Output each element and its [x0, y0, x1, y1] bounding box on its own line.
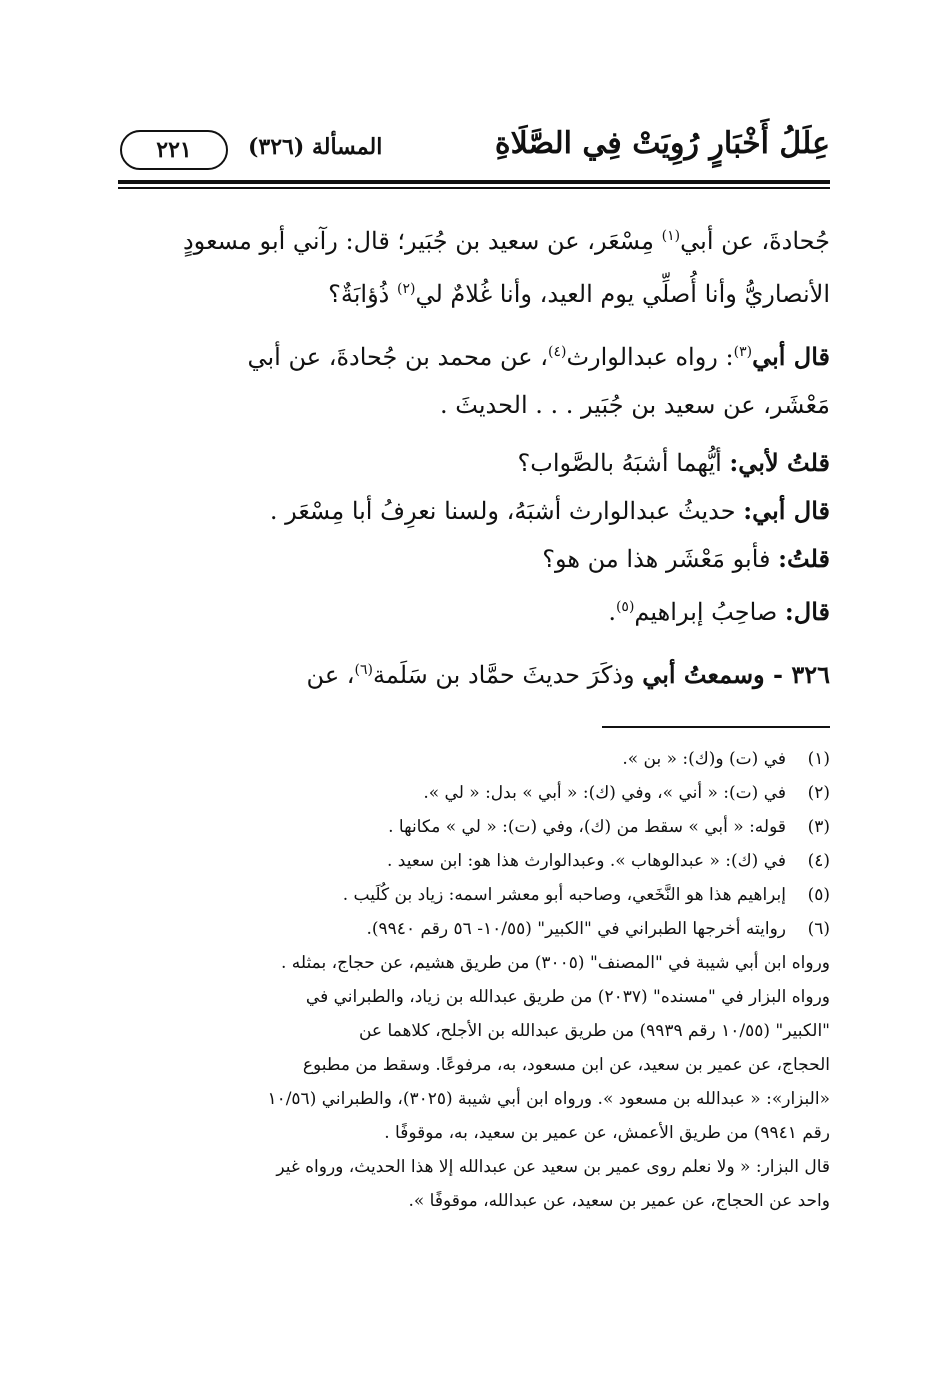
text-line: قلتُ لأبي: أيُّهما أشبَهُ بالصَّواب؟ — [517, 448, 830, 477]
footnote: (٦) روايته أخرجها الطبراني في "الكبير" (١٠/٥٥- ٥٦ رقم ٩٩٤٠). — [118, 912, 830, 946]
footnote-continuation: رقم ٩٩٤١) من طريق الأعمش، عن عمير بن سعيد، به، موقوفًا . — [384, 1123, 830, 1143]
footnote: (١) في (ت) و(ك): « بن ». — [118, 742, 830, 776]
footnote-number: (٤) — [807, 851, 830, 871]
page-number-badge: ٢٢١ — [120, 130, 228, 170]
footnote-number: (١) — [807, 749, 830, 769]
footnote-number: (٢) — [807, 783, 830, 803]
footnote-ref[interactable]: (٤) — [547, 344, 567, 360]
paragraph — [118, 583, 830, 636]
text-line: قال أبي$^{(٣)}$: رواه عبدالوارث$^{(٤)}$، عن محمد بن جُحادةَ، عن أبي — [247, 342, 830, 371]
speaker-label: قال: — [784, 597, 830, 626]
footnote-continuation: ورواه البزار في "مسنده" (٢٠٣٧) من طريق عبدالله بن زياد، والطبراني في — [305, 987, 830, 1007]
issue-heading: ٣٢٦ - وسمعتُ أبي — [642, 660, 830, 689]
text-line: قال أبي: حديثُ عبدالوارث أشبَهُ، ولسنا نعرِفُ أبا مِسْعَر . — [269, 496, 830, 525]
footnote-continuation: قال البزار: « ولا نعلم روى عمير بن سعيد عن عبدالله إلا هذا الحديث، ورواه غير — [276, 1157, 830, 1177]
text-line: قلتُ: فأبو مَعْشَر هذا من هو؟ — [542, 544, 830, 573]
speaker-label: قال أبي — [752, 342, 830, 371]
footnote-ref[interactable]: (٦) — [354, 662, 373, 678]
paragraph — [118, 439, 830, 487]
paragraph — [118, 328, 830, 429]
footnote-number: (٥) — [807, 885, 830, 905]
footnote-separator — [602, 726, 830, 728]
footnotes — [118, 742, 830, 1218]
paragraph — [118, 212, 830, 318]
header-rule-thin — [118, 187, 830, 189]
text-line: جُحادةَ، عن أبي$^{(١)}$ مِسْعَر، عن سعيد بن جُبَير؛ قال: رآني أبو مسعودٍ — [182, 227, 830, 255]
text-line: ٣٢٦ - وسمعتُ أبي وذكَرَ حديثَ حمَّاد بن سَلَمة$^{(٦)}$، عن — [306, 660, 830, 689]
speaker-label: قال أبي: — [743, 496, 830, 525]
footnote: (٢) في (ت): « أني »، وفي (ك): « أبي » بدل: « لي ». — [118, 776, 830, 810]
footnote-ref[interactable]: (٢) — [396, 281, 416, 297]
footnote-number: (٦) — [807, 919, 830, 939]
header-rule-thick — [118, 180, 830, 184]
footnote-ref[interactable]: (٣) — [733, 344, 753, 360]
footnote-ref[interactable]: (١) — [661, 228, 681, 244]
issue-number: المسألة (٣٢٦) — [248, 134, 383, 160]
main-text — [118, 212, 830, 699]
footnote: (٥) إبراهيم هذا هو النَّخَعي، وصاحبه أبو معشر اسمه: زياد بن كُلَيب . — [118, 878, 830, 912]
footnote-continuation: واحد عن الحجاج، عن عمير بن سعيد، عن عبدالله، موقوفًا ». — [408, 1191, 830, 1211]
speaker-label: قلتُ: — [778, 544, 830, 573]
footnote-continuation: ورواه ابن أبي شيبة في "المصنف" (٣٠٠٥) من طريق هشيم، عن حجاج، بمثله . — [280, 953, 830, 973]
paragraph — [118, 646, 830, 699]
text-line: مَعْشَر، عن سعيد بن جُبَير . . . الحديثَ . — [440, 391, 830, 419]
footnote-number: (٣) — [807, 817, 830, 837]
footnote-continuation: «البزار»: « عبدالله بن مسعود ». ورواه ابن أبي شيبة (٣٠٢٥)، والطبراني (١٠/٥٦ — [267, 1089, 830, 1109]
paragraph — [118, 535, 830, 583]
paragraph — [118, 487, 830, 535]
book-title: عِلَلُ أَخْبَارٍ رُوِيَتْ فِي الصَّلَاةِ — [494, 126, 830, 161]
footnote-continuation: "الكبير" (١٠/٥٥ رقم ٩٩٣٩) من طريق عبدالله بن الأجلح، كلاهما عن — [358, 1021, 830, 1041]
text-line: الأنصاريُّ وأنا أُصلِّي يوم العيد، وأنا غُلامٌ لي$^{(٢)}$ ذُؤابَةٌ؟ — [328, 280, 830, 308]
footnote: (٤) في (ك): « عبدالوهاب ». وعبدالوارث هذا هو: ابن سعيد . — [118, 844, 830, 878]
footnote-ref[interactable]: (٥) — [615, 599, 635, 615]
text-line: قال: صاحِبُ إبراهيم$^{(٥)}$. — [608, 597, 830, 626]
speaker-label: قلتُ لأبي: — [729, 448, 830, 477]
footnote: (٣) قوله: « أبي » سقط من (ك)، وفي (ت): « لي » مكانها . — [118, 810, 830, 844]
footnote-continuation: الحجاج، عن عمير بن سعيد، عن ابن مسعود، به، مرفوعًا. وسقط من مطبوع — [302, 1055, 830, 1075]
page-header — [118, 122, 830, 178]
